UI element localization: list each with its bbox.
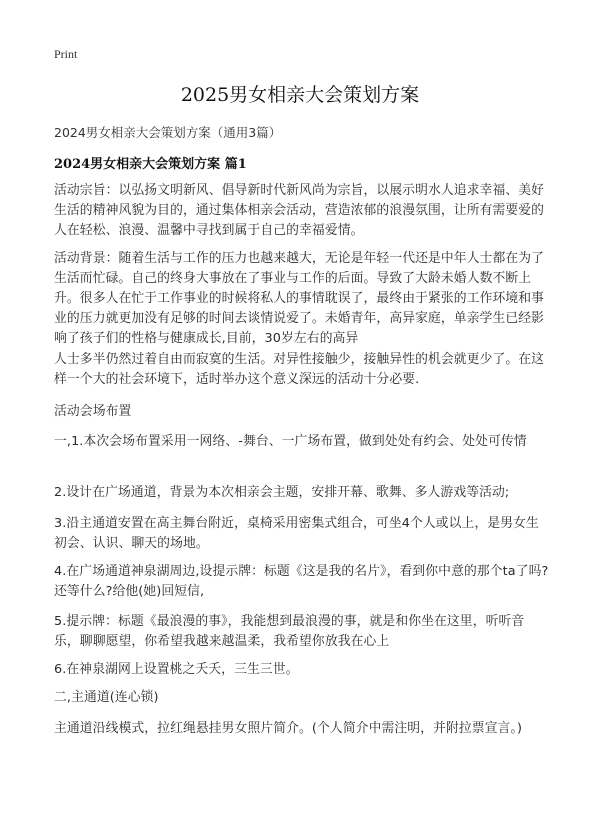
paragraph-venue-item-5: 5.提示牌：标题《最浪漫的事》，我能想到最浪漫的事，就是和你坐在这里，听听音乐，聊聊愿望，你希望我越来越温柔，我希望你放我在心上 [54, 614, 525, 649]
section-heading: 2024男女相亲大会策划方案 篇1 [54, 157, 247, 172]
paragraph-main-aisle-heading: 二,主通道(连心锁) [54, 690, 159, 705]
paragraph-background: 活动背景：随着生活与工作的压力也越来越大，无论是年轻一代还是中年人士都在为了生活而忙碌。自己的终身大事放在了事业与工作的后面。导致了大龄未婚人数不断上升。很多人在忙于工作事业的时候将私人的事情耽误了，最终由于紧张的工作环境和事业的压力就更加没有足够的时间去谈情说爱了。未婚青年，高异家庭，单亲学生已经影响了孩子们的性格与健康成长,目前，30岁左右的高异 [54, 251, 545, 346]
paragraph-main-aisle: 主通道沿线模式，拉红绳悬挂男女照片简介。(个人简介中需注明，并附拉票宣言。) [54, 721, 523, 736]
paragraph-venue-item-2: 2.设计在广场通道，背景为本次相亲会主题，安排开幕、歌舞、多人游戏等活动; [54, 485, 510, 500]
paragraph-venue-item-3: 3.沿主通道安置在高主舞台附近，桌椅采用密集式组合，可坐4个人或以上，是男女生初会、认识、聊天的场地。 [54, 516, 539, 551]
paragraph-background-continued: 人士多半仍然过着自由而寂寞的生活。对异性接触少，接触异性的机会就更少了。在这样一个大的社会环境下，适时举办这个意义深远的活动十分必要. [54, 352, 545, 387]
paragraph-venue-heading: 活动会场布置 [54, 404, 132, 419]
paragraph-venue-item-4: 4.在广场通道神泉湖周边,设提示牌：标题《这是我的名片》，看到你中意的那个ta了吗?还等什么?给他(她)回短信, [54, 564, 549, 599]
document-subtitle: 2024男女相亲大会策划方案（通用3篇） [54, 125, 282, 140]
print-label[interactable]: Print [54, 47, 78, 61]
document-title: 2025男女相亲大会策划方案 [180, 84, 420, 106]
paragraph-venue-item-6: 6.在神泉湖网上设置桃之夭夭，三生三世。 [54, 662, 299, 677]
paragraph-venue-item-1: 一,1.本次会场布置采用一网络、-舞台、一广场布置，做到处处有约会、处处可传情 [54, 434, 527, 449]
paragraph-purpose: 活动宗旨：以弘扬文明新风、倡导新时代新风尚为宗旨，以展示明水人追求幸福、美好生活的精神风貌为目的，通过集体相亲会活动，营造浓郁的浪漫氛围，让所有需要爱的人在轻松、浪漫、温馨中寻找到属于自己的幸福爱情。 [54, 183, 545, 238]
